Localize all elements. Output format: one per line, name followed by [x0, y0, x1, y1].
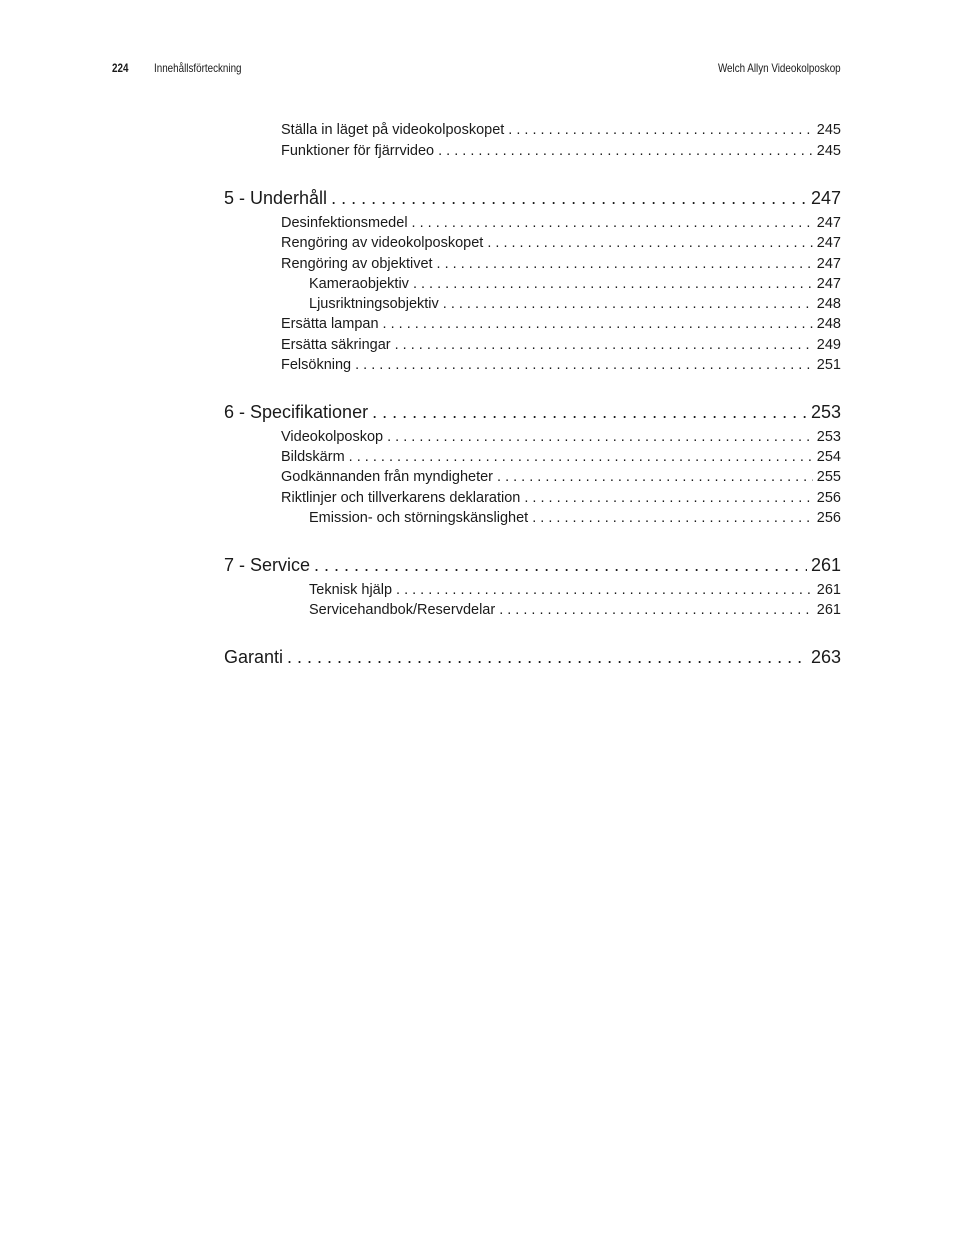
toc-subentry[interactable] — [309, 580, 841, 600]
page-number: 224 — [112, 61, 129, 75]
toc-chapter-label: Garanti — [224, 647, 284, 667]
dot-leader — [331, 186, 807, 210]
toc-entry-label: Riktlinjer och tillverkarens deklaration — [281, 490, 521, 506]
toc-subentry-label: Teknisk hjälp — [309, 582, 393, 598]
toc-entry-page: 248 — [816, 316, 841, 332]
toc-entry[interactable] — [281, 120, 841, 140]
toc-subentry-page: 247 — [816, 276, 841, 292]
toc-entry-label: Godkännanden från myndigheter — [281, 469, 494, 485]
toc-entry-label: Videokolposkop — [281, 429, 384, 445]
toc-chapter-page: 247 — [810, 188, 841, 208]
product-name: Welch Allyn Videokolposkop — [718, 61, 841, 75]
dot-leader — [287, 645, 807, 669]
dot-leader — [412, 213, 813, 233]
toc-entry-label: Desinfektionsmedel — [281, 215, 408, 231]
toc-entry-page: 249 — [816, 337, 841, 353]
toc-entry[interactable] — [281, 233, 841, 253]
toc-entry-label: Rengöring av objektivet — [281, 256, 433, 272]
section-title: Innehållsförteckning — [154, 61, 242, 75]
toc-entry-page: 256 — [816, 490, 841, 506]
dot-leader — [372, 400, 807, 424]
toc-entry-page: 247 — [816, 256, 841, 272]
dot-leader — [524, 488, 812, 508]
dot-leader — [443, 294, 813, 314]
toc-subentry-page: 248 — [816, 296, 841, 312]
toc-entry-label: Rengöring av videokolposkopet — [281, 235, 484, 251]
toc-entry[interactable] — [281, 314, 841, 334]
dot-leader — [532, 508, 813, 528]
dot-leader — [487, 233, 812, 253]
toc-entry-label: Ersätta lampan — [281, 316, 379, 332]
toc-entry[interactable] — [281, 447, 841, 467]
dot-leader — [395, 335, 813, 355]
toc-entry[interactable] — [281, 213, 841, 233]
toc-subentry-page: 261 — [816, 582, 841, 598]
toc-entry-page: 253 — [816, 429, 841, 445]
toc-subentry-page: 256 — [816, 510, 841, 526]
toc-subentry-label: Kameraobjektiv — [309, 276, 409, 292]
toc-chapter-label: 7 - Service — [224, 555, 311, 575]
toc-entry-label: Funktioner för fjärrvideo — [281, 143, 435, 159]
toc-entry-label: Felsökning — [281, 357, 352, 373]
toc-entry[interactable] — [281, 488, 841, 508]
toc-chapter-label: 6 - Specifikationer — [224, 402, 369, 422]
dot-leader — [438, 141, 813, 161]
toc-chapter-page: 261 — [810, 555, 841, 575]
toc-chapter[interactable] — [224, 553, 841, 577]
dot-leader — [497, 467, 813, 487]
toc-chapter-page: 263 — [810, 647, 841, 667]
toc-subentry-label: Servicehandbok/Reservdelar — [309, 602, 496, 618]
toc-chapter[interactable] — [224, 186, 841, 210]
toc-entry[interactable] — [281, 254, 841, 274]
toc-subentry[interactable] — [309, 274, 841, 294]
toc-entry[interactable] — [281, 355, 841, 375]
toc-subentry-page: 261 — [816, 602, 841, 618]
toc-entry-page: 251 — [816, 357, 841, 373]
dot-leader — [437, 254, 813, 274]
toc-subentry-label: Emission- och störningskänslighet — [309, 510, 529, 526]
toc-entry-label: Ersätta säkringar — [281, 337, 391, 353]
toc-subentry[interactable] — [309, 600, 841, 620]
dot-leader — [387, 427, 813, 447]
toc-entry-label: Ställa in läget på videokolposkopet — [281, 122, 505, 138]
toc-chapter[interactable] — [224, 645, 841, 669]
toc-entry-page: 255 — [816, 469, 841, 485]
toc-entry-page: 245 — [816, 143, 841, 159]
dot-leader — [396, 580, 813, 600]
dot-leader — [383, 314, 813, 334]
dot-leader — [508, 120, 813, 140]
toc-entry-page: 245 — [816, 122, 841, 138]
toc-entry[interactable] — [281, 141, 841, 161]
toc-entry[interactable] — [281, 467, 841, 487]
toc-chapter-label: 5 - Underhåll — [224, 188, 328, 208]
toc-subentry-label: Ljusriktningsobjektiv — [309, 296, 439, 312]
toc-subentry[interactable] — [309, 294, 841, 314]
toc-entry-page: 247 — [816, 235, 841, 251]
dot-leader — [355, 355, 813, 375]
dot-leader — [499, 600, 813, 620]
toc-entry[interactable] — [281, 335, 841, 355]
toc-entry-page: 247 — [816, 215, 841, 231]
dot-leader — [413, 274, 813, 294]
dot-leader — [349, 447, 813, 467]
dot-leader — [314, 553, 807, 577]
toc-entry-label: Bildskärm — [281, 449, 345, 465]
toc-chapter-page: 253 — [810, 402, 841, 422]
toc-chapter[interactable] — [224, 400, 841, 424]
toc-entry[interactable] — [281, 427, 841, 447]
toc-subentry[interactable] — [309, 508, 841, 528]
toc-entry-page: 254 — [816, 449, 841, 465]
